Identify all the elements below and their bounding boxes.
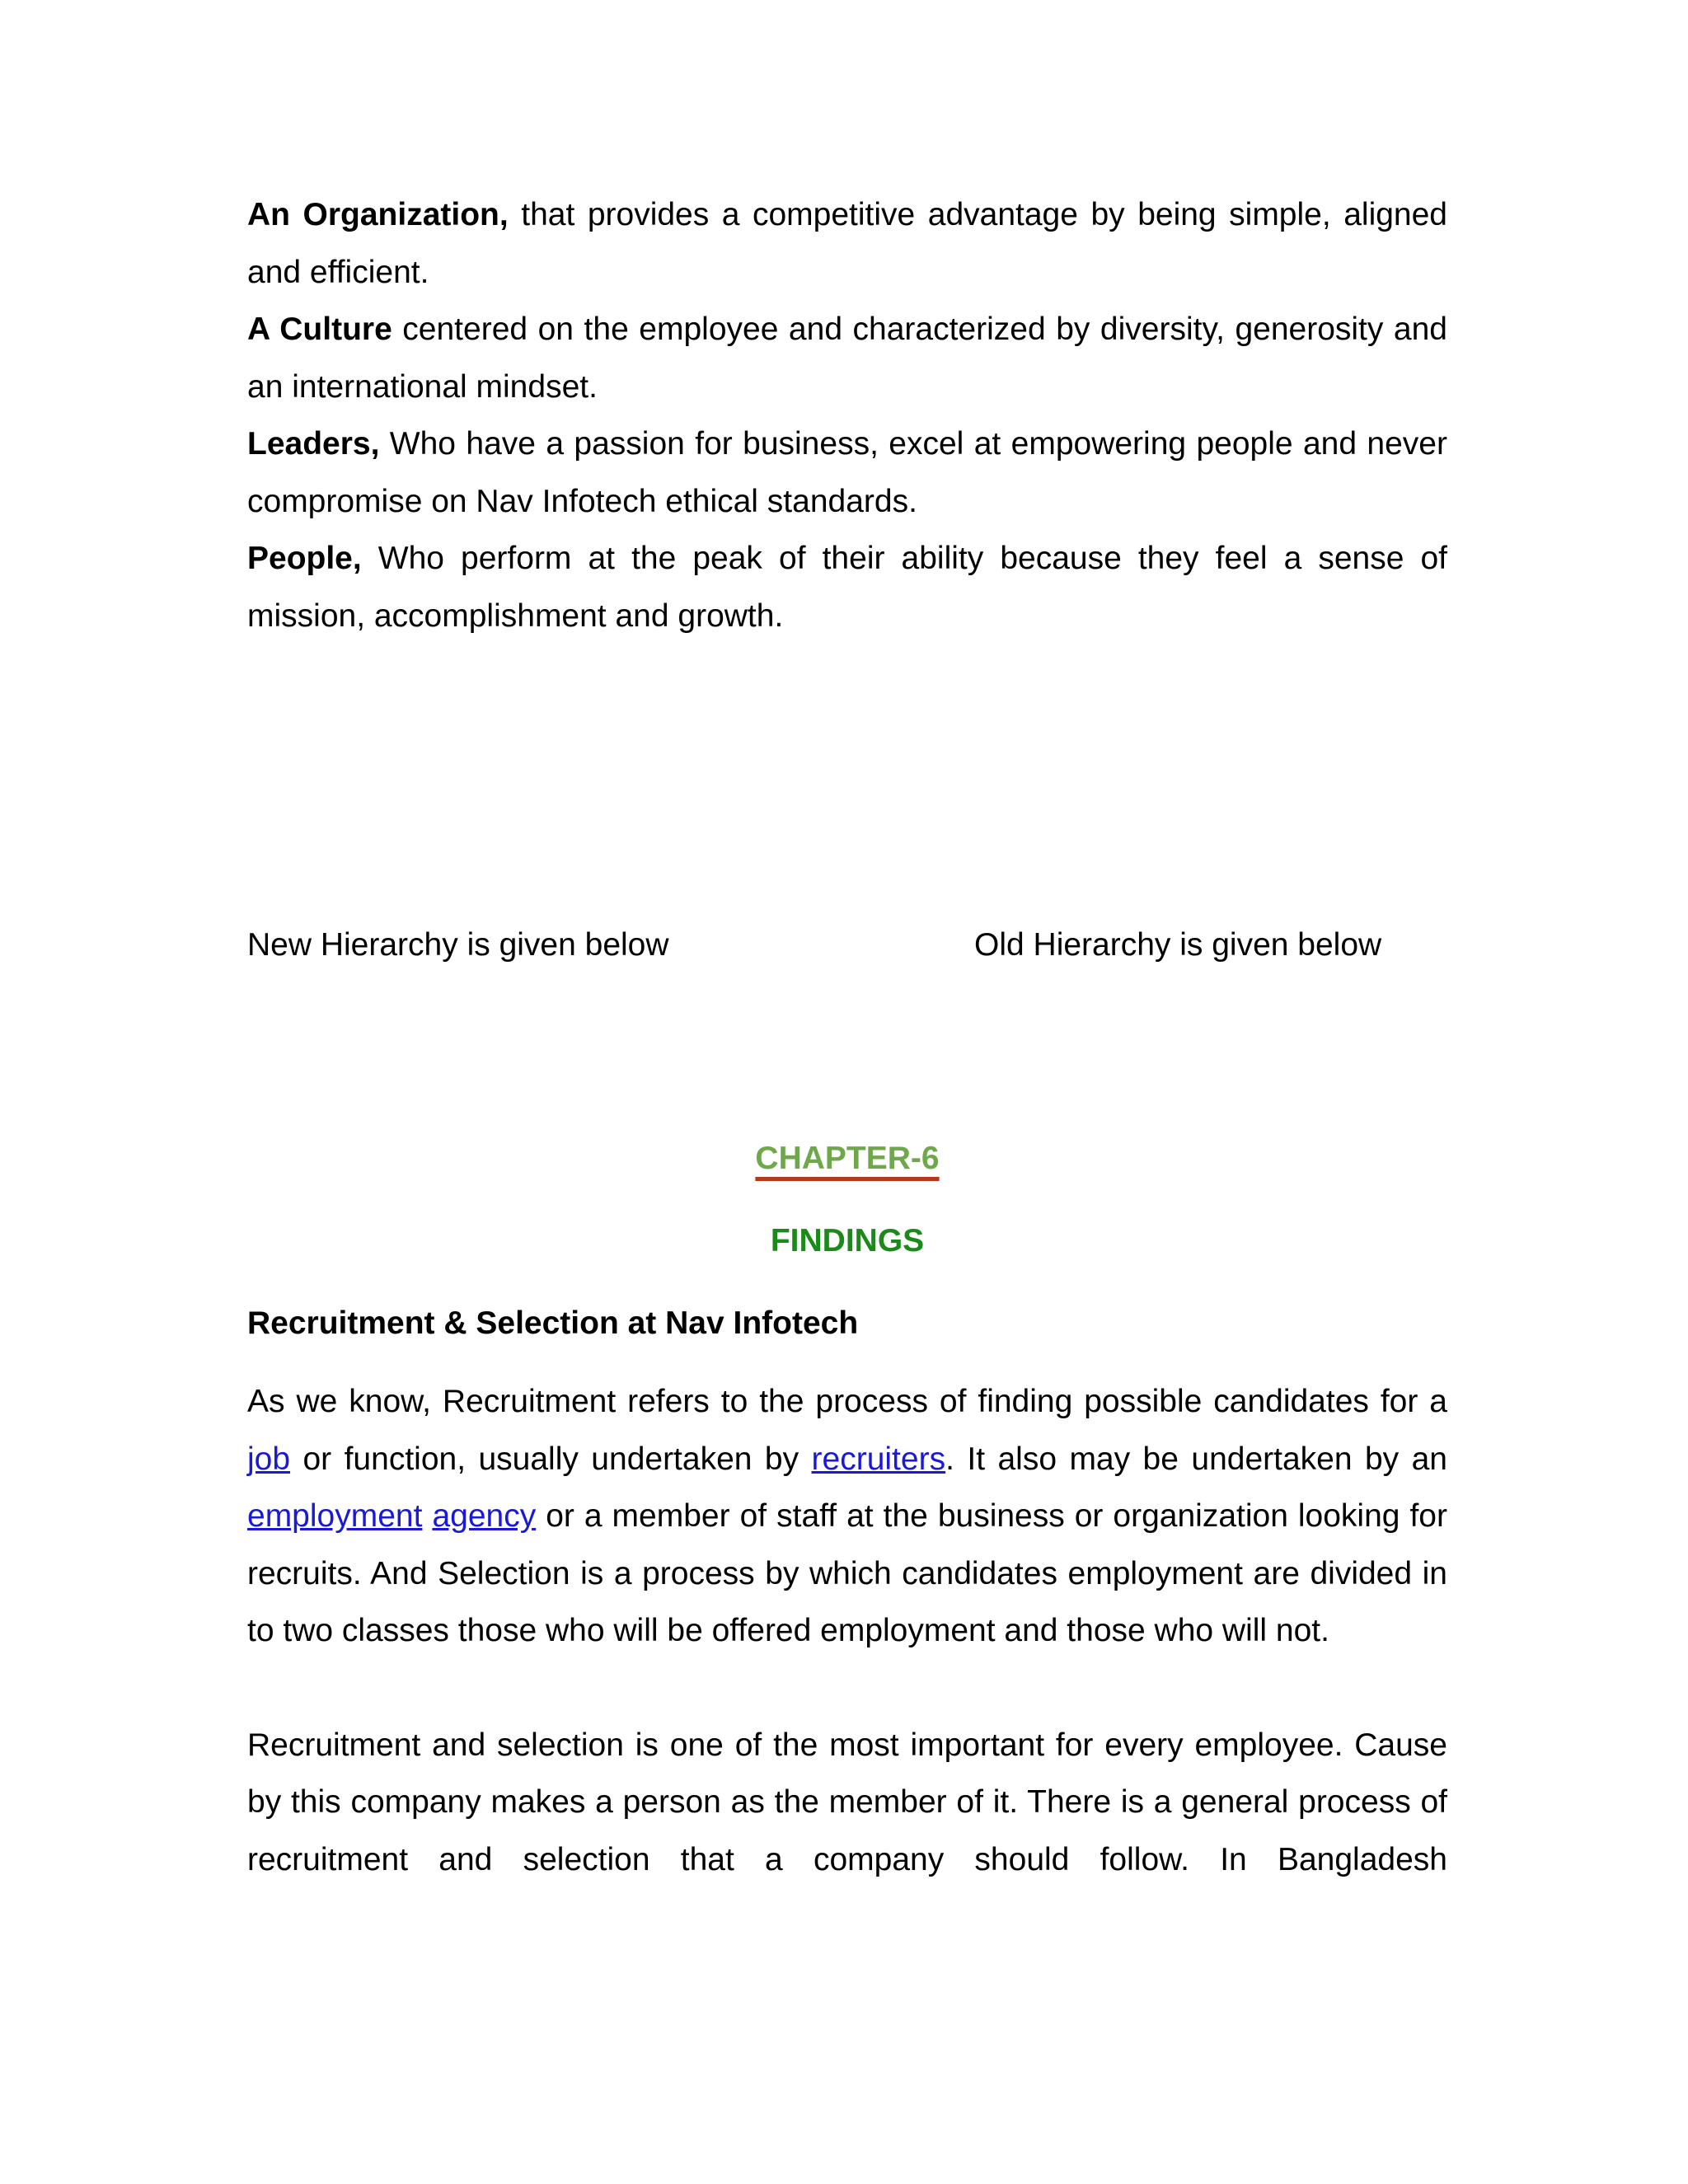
section-heading: Recruitment & Selection at Nav Infotech bbox=[247, 1305, 859, 1341]
leaders-statement bbox=[247, 415, 1447, 530]
organization-lead: An Organization, bbox=[247, 197, 509, 232]
selection-paragraph: Recruitment and selection is one of the most important for every employee. Cause by this company makes a person as the member of it. There is a general process of recruitment and selection that a company should follow. In Bangladesh bbox=[247, 1727, 1447, 1877]
organization-text: that provides a competitive advantage by being simple, aligned and efficient. bbox=[247, 197, 1447, 290]
paragraph-text: . It also may be undertaken by an bbox=[945, 1441, 1447, 1477]
leaders-lead: Leaders, bbox=[247, 426, 380, 462]
agency-link[interactable]: agency bbox=[432, 1498, 537, 1534]
blank-space bbox=[247, 974, 1447, 1134]
culture-text: centered on the employee and characterized by diversity, generosity and an international mindset. bbox=[247, 312, 1447, 405]
paragraph-text: or function, usually undertaken by bbox=[290, 1441, 812, 1477]
people-lead: People, bbox=[247, 541, 362, 576]
paragraph-text: or a member of staff at the business or organization looking for recruits. And Selection is a process by which candidates employment are divided in to two classes those who will be offered employment and those who will not. bbox=[247, 1498, 1447, 1648]
paragraph-text: As we know, Recruitment refers to the process of finding possible candidates for a bbox=[247, 1384, 1447, 1419]
findings-heading: FINDINGS bbox=[770, 1223, 925, 1258]
old-hierarchy-label: Old Hierarchy is given below bbox=[974, 927, 1382, 963]
culture-lead: A Culture bbox=[247, 312, 392, 347]
page-content bbox=[247, 186, 1447, 1888]
chapter-heading bbox=[247, 1134, 1447, 1183]
recruiters-link[interactable]: recruiters bbox=[811, 1441, 946, 1477]
employment-link[interactable]: employment bbox=[247, 1498, 423, 1534]
organization-statement bbox=[247, 186, 1447, 301]
job-link[interactable]: job bbox=[247, 1441, 291, 1477]
chapter-title: CHAPTER-6 bbox=[755, 1141, 940, 1176]
leaders-text: Who have a passion for business, excel at empowering people and never compromise on Nav Infotech ethical standards. bbox=[247, 426, 1447, 519]
people-text: Who perform at the peak of their ability because they feel a sense of mission, accomplishment and growth. bbox=[247, 541, 1447, 634]
culture-statement bbox=[247, 301, 1447, 415]
people-statement bbox=[247, 530, 1447, 644]
hierarchy-labels bbox=[247, 916, 1447, 974]
blank-space bbox=[247, 644, 1447, 916]
recruitment-paragraph bbox=[247, 1373, 1447, 1660]
new-hierarchy-label: New Hierarchy is given below bbox=[247, 927, 669, 963]
paragraph-text bbox=[422, 1498, 432, 1534]
blank-space bbox=[247, 1660, 1447, 1717]
